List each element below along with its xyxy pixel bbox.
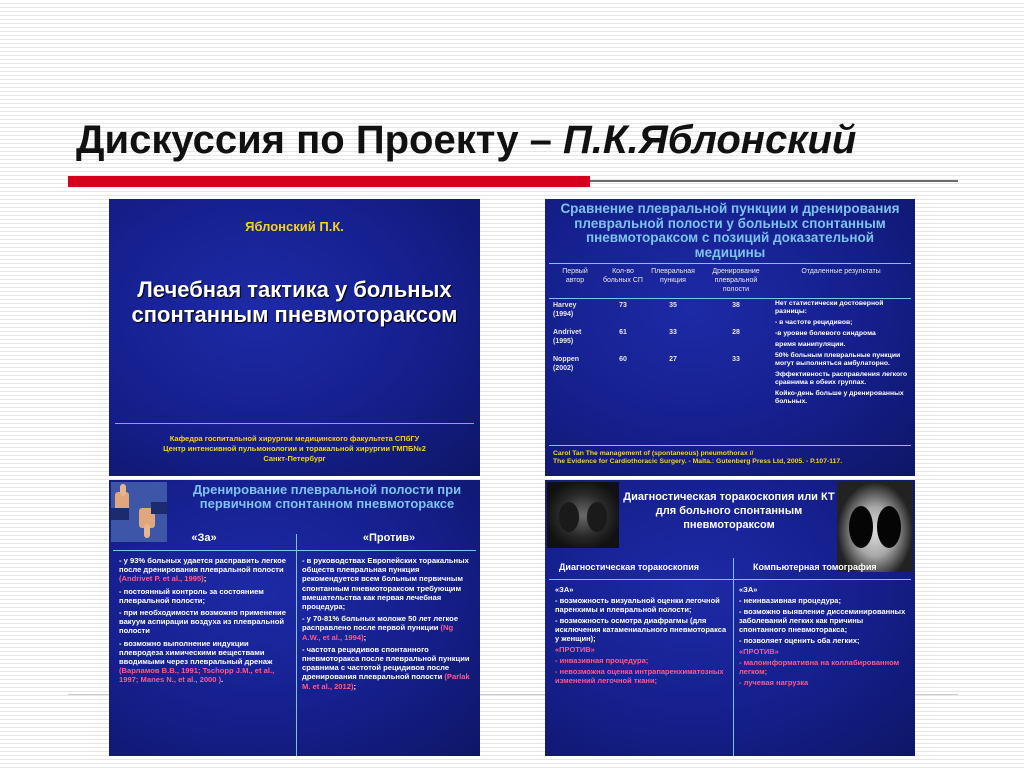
title-grey-underline [590,180,958,182]
list-item: - малоинформативна на коллабированном легком; [739,658,900,676]
slide2-reference [553,450,913,466]
list-item: - позволяет оценить оба легких; [739,636,860,645]
slide3-con-header: «Против» [362,532,416,544]
slide1-affiliation-3: Санкт-Петербург [263,454,326,463]
slide4-col2-con-label: «ПРОТИВ» [739,647,779,656]
table-cell: Harvey (1994) [553,302,577,318]
list-item: - неинвазивная процедура; [739,596,841,605]
slide2-th-results: Отдаленные результаты [801,268,881,275]
page-title [76,118,996,163]
slide1-separator [115,423,474,424]
slide2-reference-2: The Evidence for Cardiothoracic Surgery. - Malta.: Gutenberg Press Ltd, 2005. - P.107-117. [553,458,843,465]
slide2-reference-1: Carol Tan The management of (spontaneous) pneumothorax // [553,450,754,457]
slide1-affiliation-1: Кафедра госпитальной хирургии медицинского факультета СПбГУ [169,434,420,443]
table-cell: 38 [732,302,740,309]
slide1-author: Яблонский П.К. [245,219,344,234]
slide3-pro-header: «За» [191,532,217,544]
table-cell: Noppen (2002) [553,356,580,372]
slide3-column-divider [296,534,297,756]
list-item: - у 70-81% больных моложе 50 лет легкое расправлено после первой пункции (Ng A.W., et al., 1994); [302,614,459,642]
slide1-affiliation [119,434,470,464]
slide2-result-line: - в частоте рецидивов; [775,319,853,326]
slide4-col1-list [555,585,727,687]
list-item: - возможность визуальной оценки легочной паренхимы и плевральной полости; [555,596,720,614]
list-item: - возможность осмотра диафрагмы (для исключения катамениального пневмоторакса у женщин); [555,616,727,643]
table-cell: 60 [619,356,627,363]
slide3-pro-list [119,556,289,688]
slide4-col2-pro-label: «ЗА» [739,585,758,594]
slide4-column-divider [733,558,734,756]
ct-scan-image-left [547,482,619,548]
title-red-underline [68,176,590,187]
slide-thumbnail-1 [109,199,480,476]
table-cell: Andrivet (1995) [553,329,582,345]
list-item: - постоянный контроль за состоянием плевральной полости; [119,586,264,605]
ct-scan-image-right [837,482,913,572]
slide2-result-line: 50% больным плевральные пункции могут выполняться амбулаторно. [775,352,901,367]
slide4-header-rule [549,579,911,580]
slide3-con-list [302,556,472,694]
table-cell: 33 [669,329,677,336]
slide3-title: Дренирование плевральной полости при первичном спонтанном пневмотораксе [192,482,462,511]
slide-thumbnail-4 [545,480,915,756]
list-item: - возможно выявление диссеминированных заболеваний легких как причины спонтанного пневмоторакса; [739,607,906,634]
slide1-title: Лечебная тактика у больных спонтанным пневмотораксом [131,277,458,327]
slide2-table-header-row [551,266,909,295]
slide4-col2-header: Компьютерная томография [753,562,877,572]
slide2-result-line: Нет статистически достоверной разницы: [775,300,884,315]
list-item: - невозможна оценка интрапаренхиматозных изменений легочной ткани; [555,667,724,685]
slide2-result-line: -в уровне болевого синдрома [775,330,876,337]
list-item: - в руководствах Европейских торакальных обществ плевральная пункция рекомендуется всем больным первичным спонтанным пневмотораксом требующим вмешательства как первая лечебная процедура; [302,556,469,612]
slide1-affiliation-2: Центр интенсивной пульмонологии и торакальной хирургии ГМПБ№2 [163,444,426,453]
slide2-results [775,300,911,409]
slide4-title: Диагностическая торакоскопия или КТ для больного спонтанным пневмотораксом [623,491,835,531]
table-cell: 28 [732,329,740,336]
slide4-col1-header: Диагностическая торакоскопия [559,562,700,572]
list-item: - частота рецидивов спонтанного пневмоторакса после плевральной пункции сравнима с частотой рецидивов после дренирования плевральной полости (Parlak M. et al., 2012); [302,644,470,691]
title-main: Дискуссия по Проекту – [76,118,564,162]
slide4-col1-con-label: «ПРОТИВ» [555,645,595,654]
slide2-result-line: Эффективность расправления легкого сравнима в обеих группах. [775,371,908,386]
list-item: - у 93% больных удается расправить легкое после дренирования плевральной полости (Andrivet P. et al., 1995); [119,556,286,584]
slide2-th-patients: Кол-во больных СП [603,268,643,284]
slide2-result-line: время манипуляции. [775,341,846,348]
list-item: - при необходимости возможно применение вакуум аспирации воздуха из плевральной полости [119,608,286,636]
slide2-th-author: Первый автор [562,268,588,284]
table-cell: 73 [619,302,627,309]
slide2-footer-rule [549,445,911,446]
table-cell: 61 [619,329,627,336]
slide-thumbnail-3 [109,480,480,756]
slide2-th-puncture: Плевральная пункция [651,268,695,284]
slide4-col2-list [739,585,909,689]
slide4-col1-pro-label: «ЗА» [555,585,574,594]
slide2-title: Сравнение плевральной пункции и дренирования плевральной полости у больных спонтанным пневмотораксом с позиций доказательной медицины [560,201,900,260]
table-cell: 35 [669,302,677,309]
table-cell: 33 [732,356,740,363]
list-item: - лучевая нагрузка [739,678,809,687]
list-item: - возможно выполнение индукции плевродеза химическими веществами вводимыми через плевральный дренаж (Варламов В.В., 1991; Tschopp J.M., et al., 1997; Manes N., et al., 2000 ). [119,638,275,685]
slide2-header-rule [549,263,911,264]
list-item: - инвазивная процедура; [555,656,649,665]
table-cell: 27 [669,356,677,363]
slide2-result-line: Койко-день больше у дренированных больных. [775,390,904,405]
title-author: П.К.Яблонский [563,118,857,162]
slide-thumbnail-2 [545,199,915,476]
thumbs-up-down-icon [111,482,167,542]
slide3-header-rule [113,550,476,551]
slide2-th-drainage: Дренирование плевральной полости [712,268,760,293]
